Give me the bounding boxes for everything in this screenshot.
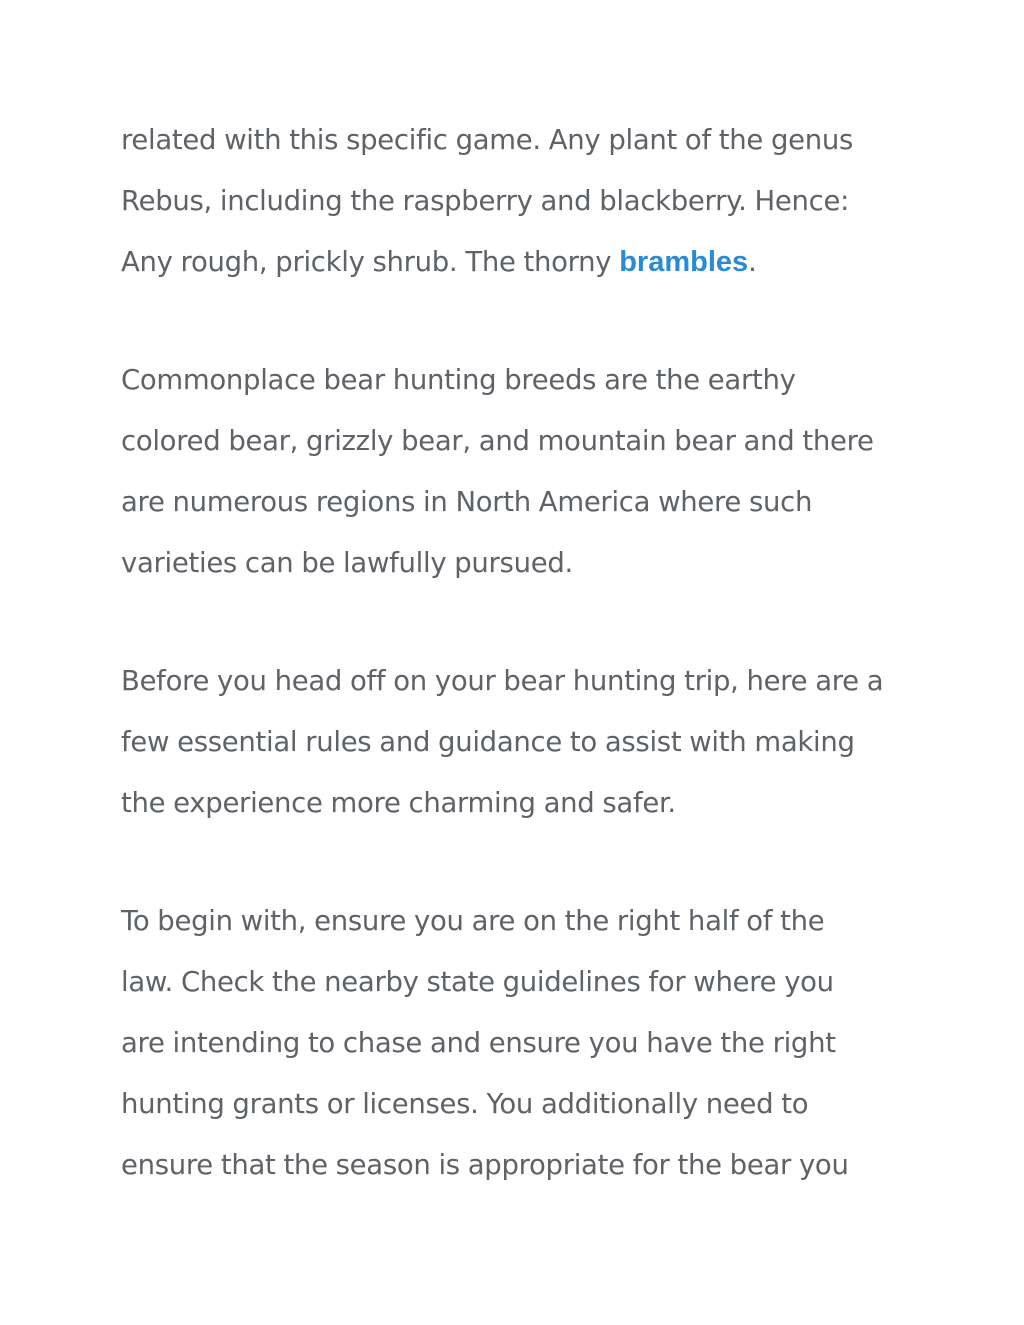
- paragraph-2: [121, 350, 921, 594]
- paragraph-spacer: [121, 293, 921, 350]
- paragraph-line: related with this specific game. Any plant of the genus: [121, 124, 854, 156]
- paragraph-line: law. Check the nearby state guidelines for where you: [121, 966, 834, 998]
- paragraph-line: Rebus, including the raspberry and blackberry. Hence:: [121, 185, 850, 217]
- paragraph-line: are numerous regions in North America where such: [121, 486, 813, 518]
- paragraph-line: the experience more charming and safer.: [121, 787, 676, 819]
- paragraph-line: few essential rules and guidance to assist with making: [121, 726, 855, 758]
- paragraph-1: [121, 110, 921, 293]
- brambles-link[interactable]: brambles: [619, 246, 749, 278]
- paragraph-3: [121, 651, 921, 834]
- paragraph-line: Before you head off on your bear hunting trip, here are a: [121, 665, 884, 697]
- document-body: [121, 110, 921, 1196]
- paragraph-line: colored bear, grizzly bear, and mountain bear and there: [121, 425, 874, 457]
- paragraph-line: To begin with, ensure you are on the right half of the: [121, 905, 825, 937]
- paragraph-line: hunting grants or licenses. You additionally need to: [121, 1088, 809, 1120]
- paragraph-line: Commonplace bear hunting breeds are the earthy: [121, 364, 796, 396]
- paragraph-spacer: [121, 834, 921, 891]
- paragraph-4: [121, 891, 921, 1196]
- line-suffix: .: [748, 246, 757, 278]
- paragraph-line: varieties can be lawfully pursued.: [121, 547, 573, 579]
- line-prefix: Any rough, prickly shrub. The thorny: [121, 246, 620, 278]
- paragraph-line: ensure that the season is appropriate for the bear you: [121, 1149, 849, 1181]
- paragraph-line: are intending to chase and ensure you have the right: [121, 1027, 836, 1059]
- paragraph-line-with-link: [121, 232, 921, 293]
- paragraph-spacer: [121, 594, 921, 651]
